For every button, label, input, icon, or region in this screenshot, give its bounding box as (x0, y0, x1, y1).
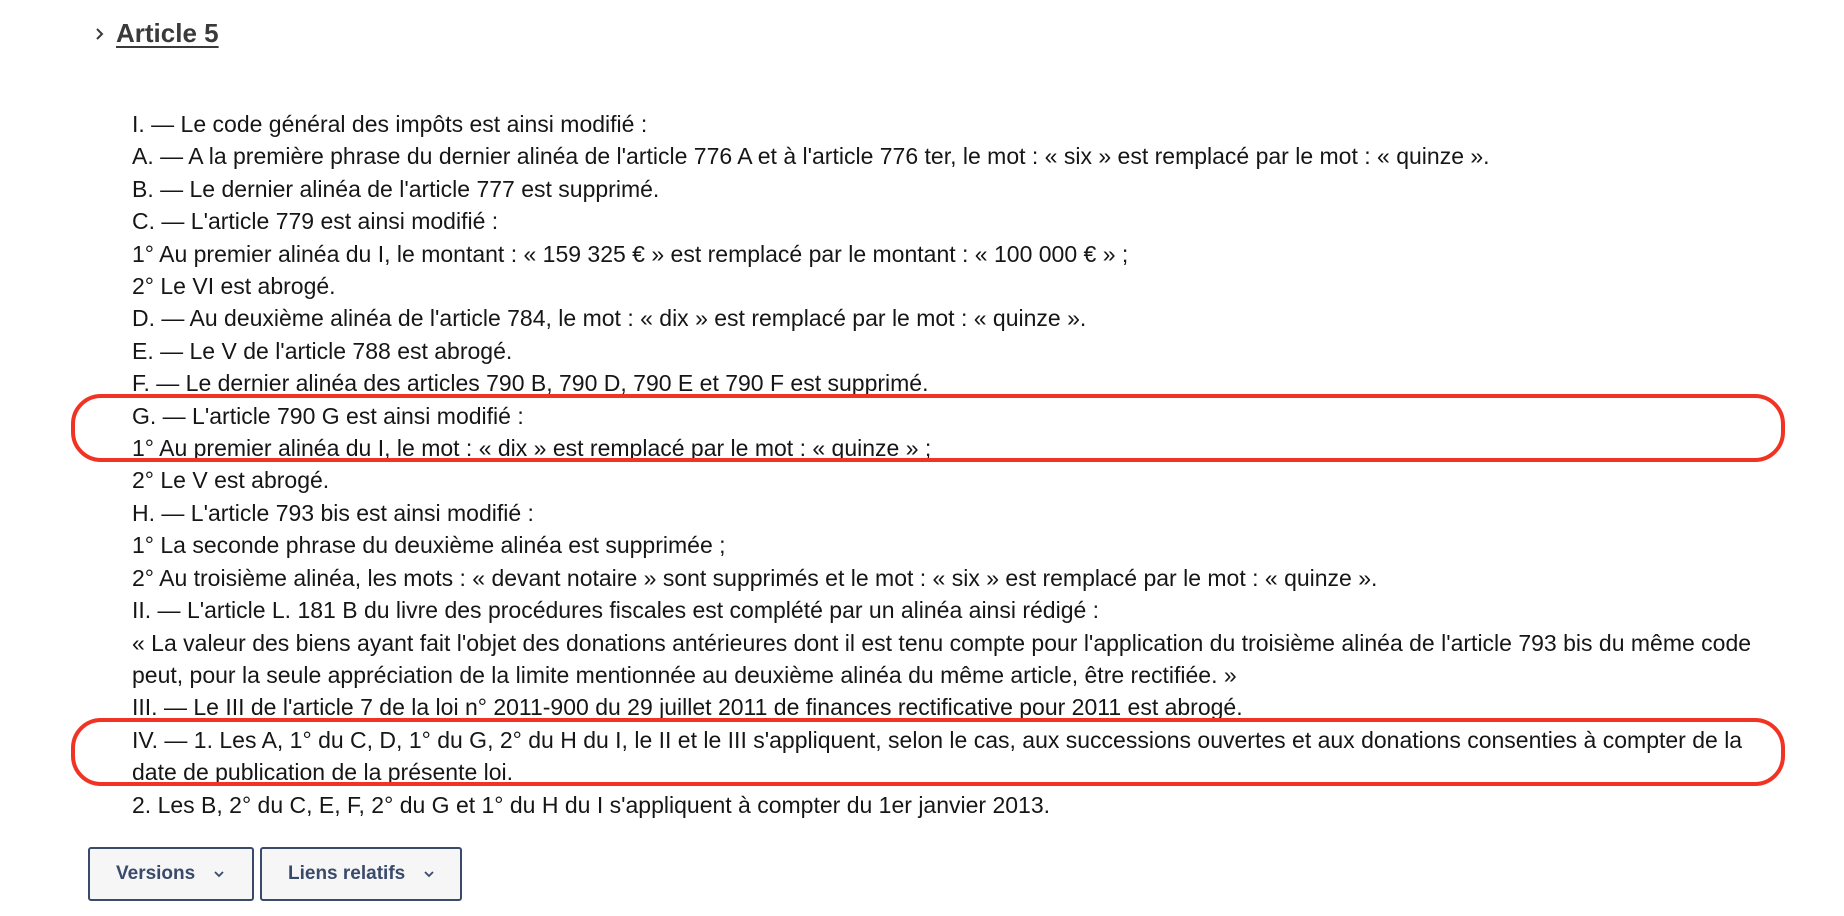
paragraph: I. — Le code général des impôts est ainsi modifié : (132, 111, 648, 137)
paragraph: 2. Les B, 2° du C, E, F, 2° du G et 1° du H du I s'appliquent à compter du 1er janvier 2013. (132, 791, 1051, 818)
paragraph: IV. — 1. Les A, 1° du C, D, 1° du G, 2° du H du I, le II et le III s'appliquent, selon le cas, aux successions ouvertes et aux donations consenties à compter de la date de publication de la présente loi. (132, 726, 1743, 786)
paragraph: « La valeur des biens ayant fait l'objet des donations antérieures dont il est tenu compte pour l'application du troisième alinéa de l'article 793 bis du même code peut, pour la seule appréciation de la limite mentionnée au deuxième alinéa du même article, être rectifiée. » (132, 629, 1752, 688)
paragraph: 2° Le VI est abrogé. (132, 273, 336, 300)
article-title-link[interactable]: Article 5 (116, 18, 219, 48)
action-buttons (88, 847, 462, 901)
paragraph: 1° La seconde phrase du deuxième alinéa est supprimée ; (132, 532, 726, 559)
paragraph: B. — Le dernier alinéa de l'article 777 est supprimé. (132, 175, 660, 202)
paragraph: C. — L'article 779 est ainsi modifié : (132, 208, 499, 235)
versions-button-label: Versions (116, 863, 196, 884)
versions-button[interactable] (88, 847, 254, 901)
paragraph: D. — Au deuxième alinéa de l'article 784, le mot : « dix » est remplacé par le mot : « quinze ». (132, 305, 1087, 332)
paragraph: E. — Le V de l'article 788 est abrogé. (132, 337, 513, 364)
paragraph: H. — L'article 793 bis est ainsi modifié : (132, 499, 534, 526)
paragraph: 2° Le V est abrogé. (132, 467, 330, 494)
article-header[interactable] (92, 18, 219, 49)
paragraph: 1° Au premier alinéa du I, le mot : « dix » est remplacé par le mot : « quinze » ; (132, 435, 932, 462)
article-body (132, 108, 1762, 821)
paragraph: A. — A la première phrase du dernier alinéa de l'article 776 A et à l'article 776 ter, le mot : « six » est remplacé par le mot : « quinze ». (132, 143, 1490, 170)
paragraph: 1° Au premier alinéa du I, le montant : « 159 325 € » est remplacé par le montant : « 100 000 € » ; (132, 240, 1129, 267)
chevron-down-icon (213, 870, 225, 878)
paragraph: G. — L'article 790 G est ainsi modifié : (132, 402, 524, 429)
chevron-down-icon (423, 870, 435, 878)
paragraph: III. — Le III de l'article 7 de la loi n° 2011-900 du 29 juillet 2011 de finances rectificative pour 2011 est abrogé. (132, 694, 1243, 721)
chevron-right-icon (92, 22, 108, 46)
liens-relatifs-button[interactable] (260, 847, 462, 901)
paragraph: F. — Le dernier alinéa des articles 790 B, 790 D, 790 E et 790 F est supprimé. (132, 370, 929, 397)
paragraph: II. — L'article L. 181 B du livre des procédures fiscales est complété par un alinéa ainsi rédigé : (132, 597, 1100, 624)
liens-relatifs-button-label: Liens relatifs (288, 863, 406, 884)
paragraph: 2° Au troisième alinéa, les mots : « devant notaire » sont supprimés et le mot : « six » est remplacé par le mot : « quinze ». (132, 564, 1378, 591)
